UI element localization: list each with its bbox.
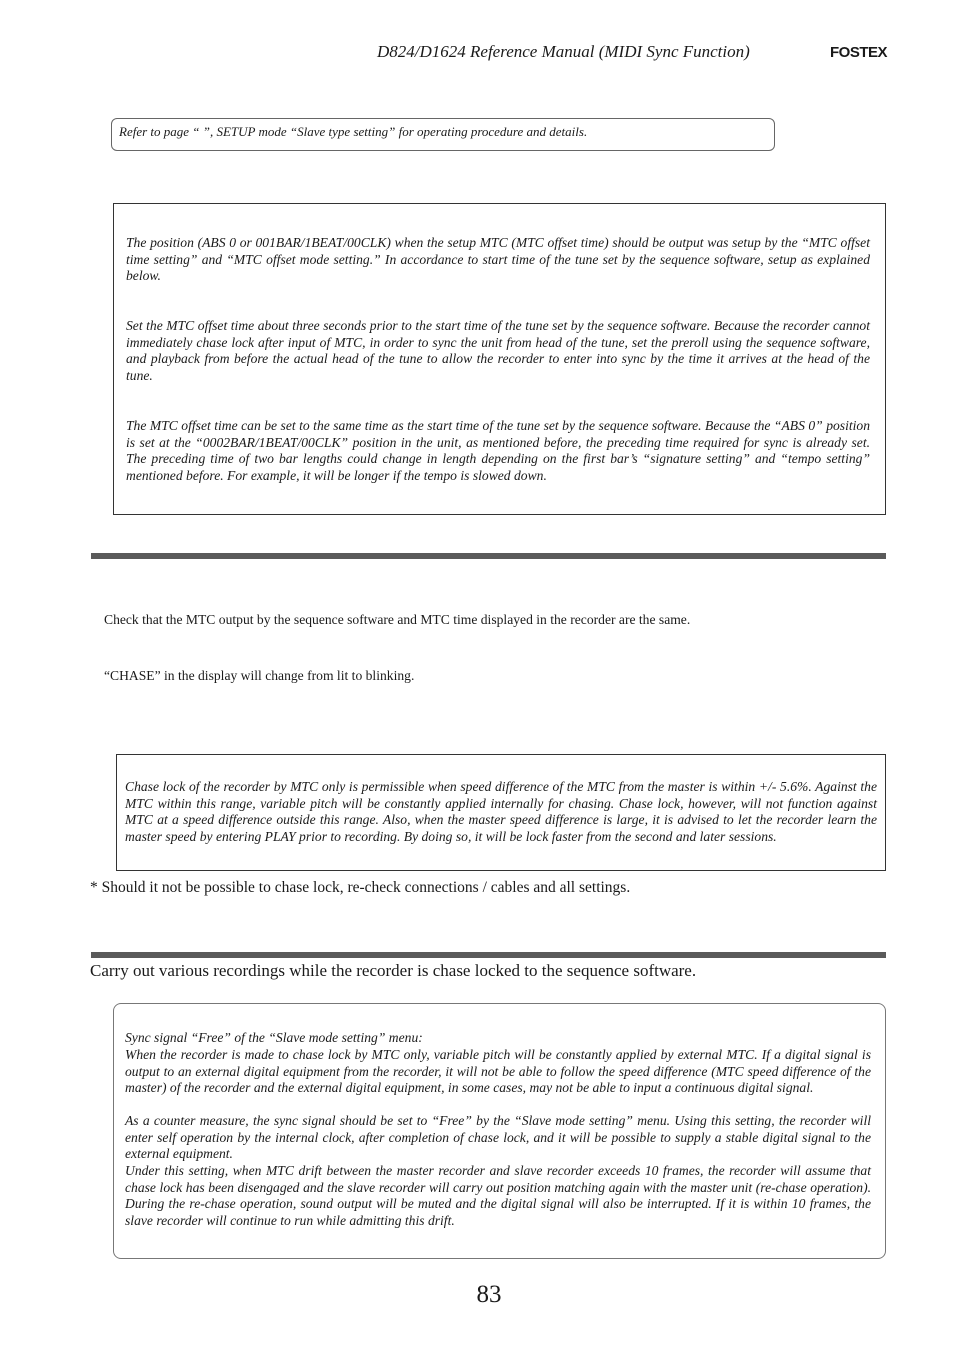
section-divider-2 <box>91 952 886 958</box>
offset-paragraph-1: The position (ABS 0 or 001BAR/1BEAT/00CLK) when the setup MTC (MTC offset time) should be output was setup by the “MTC offset time setting” and “MTC offset mode setting.” In accordance to start time of the tune set by the sequence software, setup as explained below. <box>126 235 870 284</box>
chase-lock-text: Chase lock of the recorder by MTC only is permissible when speed difference of the MTC from the master is within +/- 5.6%. Against the MTC within this range, variable pitch will be constantly applied internally for chasing. Chase lock, however, will not function against MTC at a speed difference outside this range. Also, when the master speed difference is large, it is advised to let the recorder learn the master speed by entering PLAY prior to recording. By doing so, it will be lock faster from the second and later sessions. <box>125 779 877 845</box>
free-sync-title: Sync signal “Free” of the “Slave mode setting” menu: <box>125 1030 423 1045</box>
free-sync-paragraph-1: When the recorder is made to chase lock by MTC only, variable pitch will be constantly applied by external MTC. If a digital signal is output to an external digital equipment from the recorder, it will not be able to follow the speed difference (MTC speed difference of the master) of the recorder and the external digital equipment, in some cases, may not be able to input a continuous digital signal. <box>125 1047 871 1096</box>
brand-logo: FOSTEX <box>830 44 888 61</box>
free-sync-paragraph-3: Under this setting, when MTC drift between the master recorder and slave recorder exceeds 10 frames, the recorder will assume that chase lock has been disengaged and the slave recorder will carry out position matching again with the master unit (re-chase operation). During the re-chase operation, sound output will be muted and the digital signal will also be interrupted. If it is within 10 frames, the slave recorder will continue to run while admitting this drift. <box>125 1163 871 1229</box>
footnote: * Should it not be possible to chase lock, re-check connections / cables and all settings. <box>90 879 631 896</box>
section-divider-1 <box>91 553 886 559</box>
page-number: 83 <box>476 1281 502 1308</box>
chase-blink-text: “CHASE” in the display will change from lit to blinking. <box>104 668 415 683</box>
note-text: Refer to page “ ”, SETUP mode “Slave type setting” for operating procedure and details. <box>119 124 588 139</box>
recording-intro: Carry out various recordings while the recorder is chase locked to the sequence software. <box>90 961 697 980</box>
offset-paragraph-2: Set the MTC offset time about three seconds prior to the start time of the tune set by the sequence software. Because the recorder cannot immediately chase lock after input of MTC, in order to sync the unit from head of the tune, set the preroll using the sequence software, and playback from before the actual head of the tune to allow the recorder to enter into sync by the time it arrives at the head of the tune. <box>126 318 870 384</box>
offset-paragraph-3: The MTC offset time can be set to the same time as the start time of the tune set by the sequence software. Because the “ABS 0” position is set at the “0002BAR/1BEAT/00CLK” position in the unit, as mentioned before, the preceding time required for sync is already set. The preceding time of two bar lengths could change in length depending on the first bar’s “signature setting” and “tempo setting” mentioned before. For example, it will be longer if the tempo is slowed down. <box>126 418 870 484</box>
free-sync-paragraph-2: As a counter measure, the sync signal should be set to “Free” by the “Slave mode setting” menu. Using this setting, the recorder will enter self operation by the internal clock, after completion of chase lock, and it will be possible to supply a stable digital signal to the external equipment. <box>125 1113 871 1162</box>
header-title: D824/D1624 Reference Manual (MIDI Sync Function) <box>377 42 750 61</box>
check-mtc-text: Check that the MTC output by the sequence software and MTC time displayed in the recorder are the same. <box>104 612 691 627</box>
